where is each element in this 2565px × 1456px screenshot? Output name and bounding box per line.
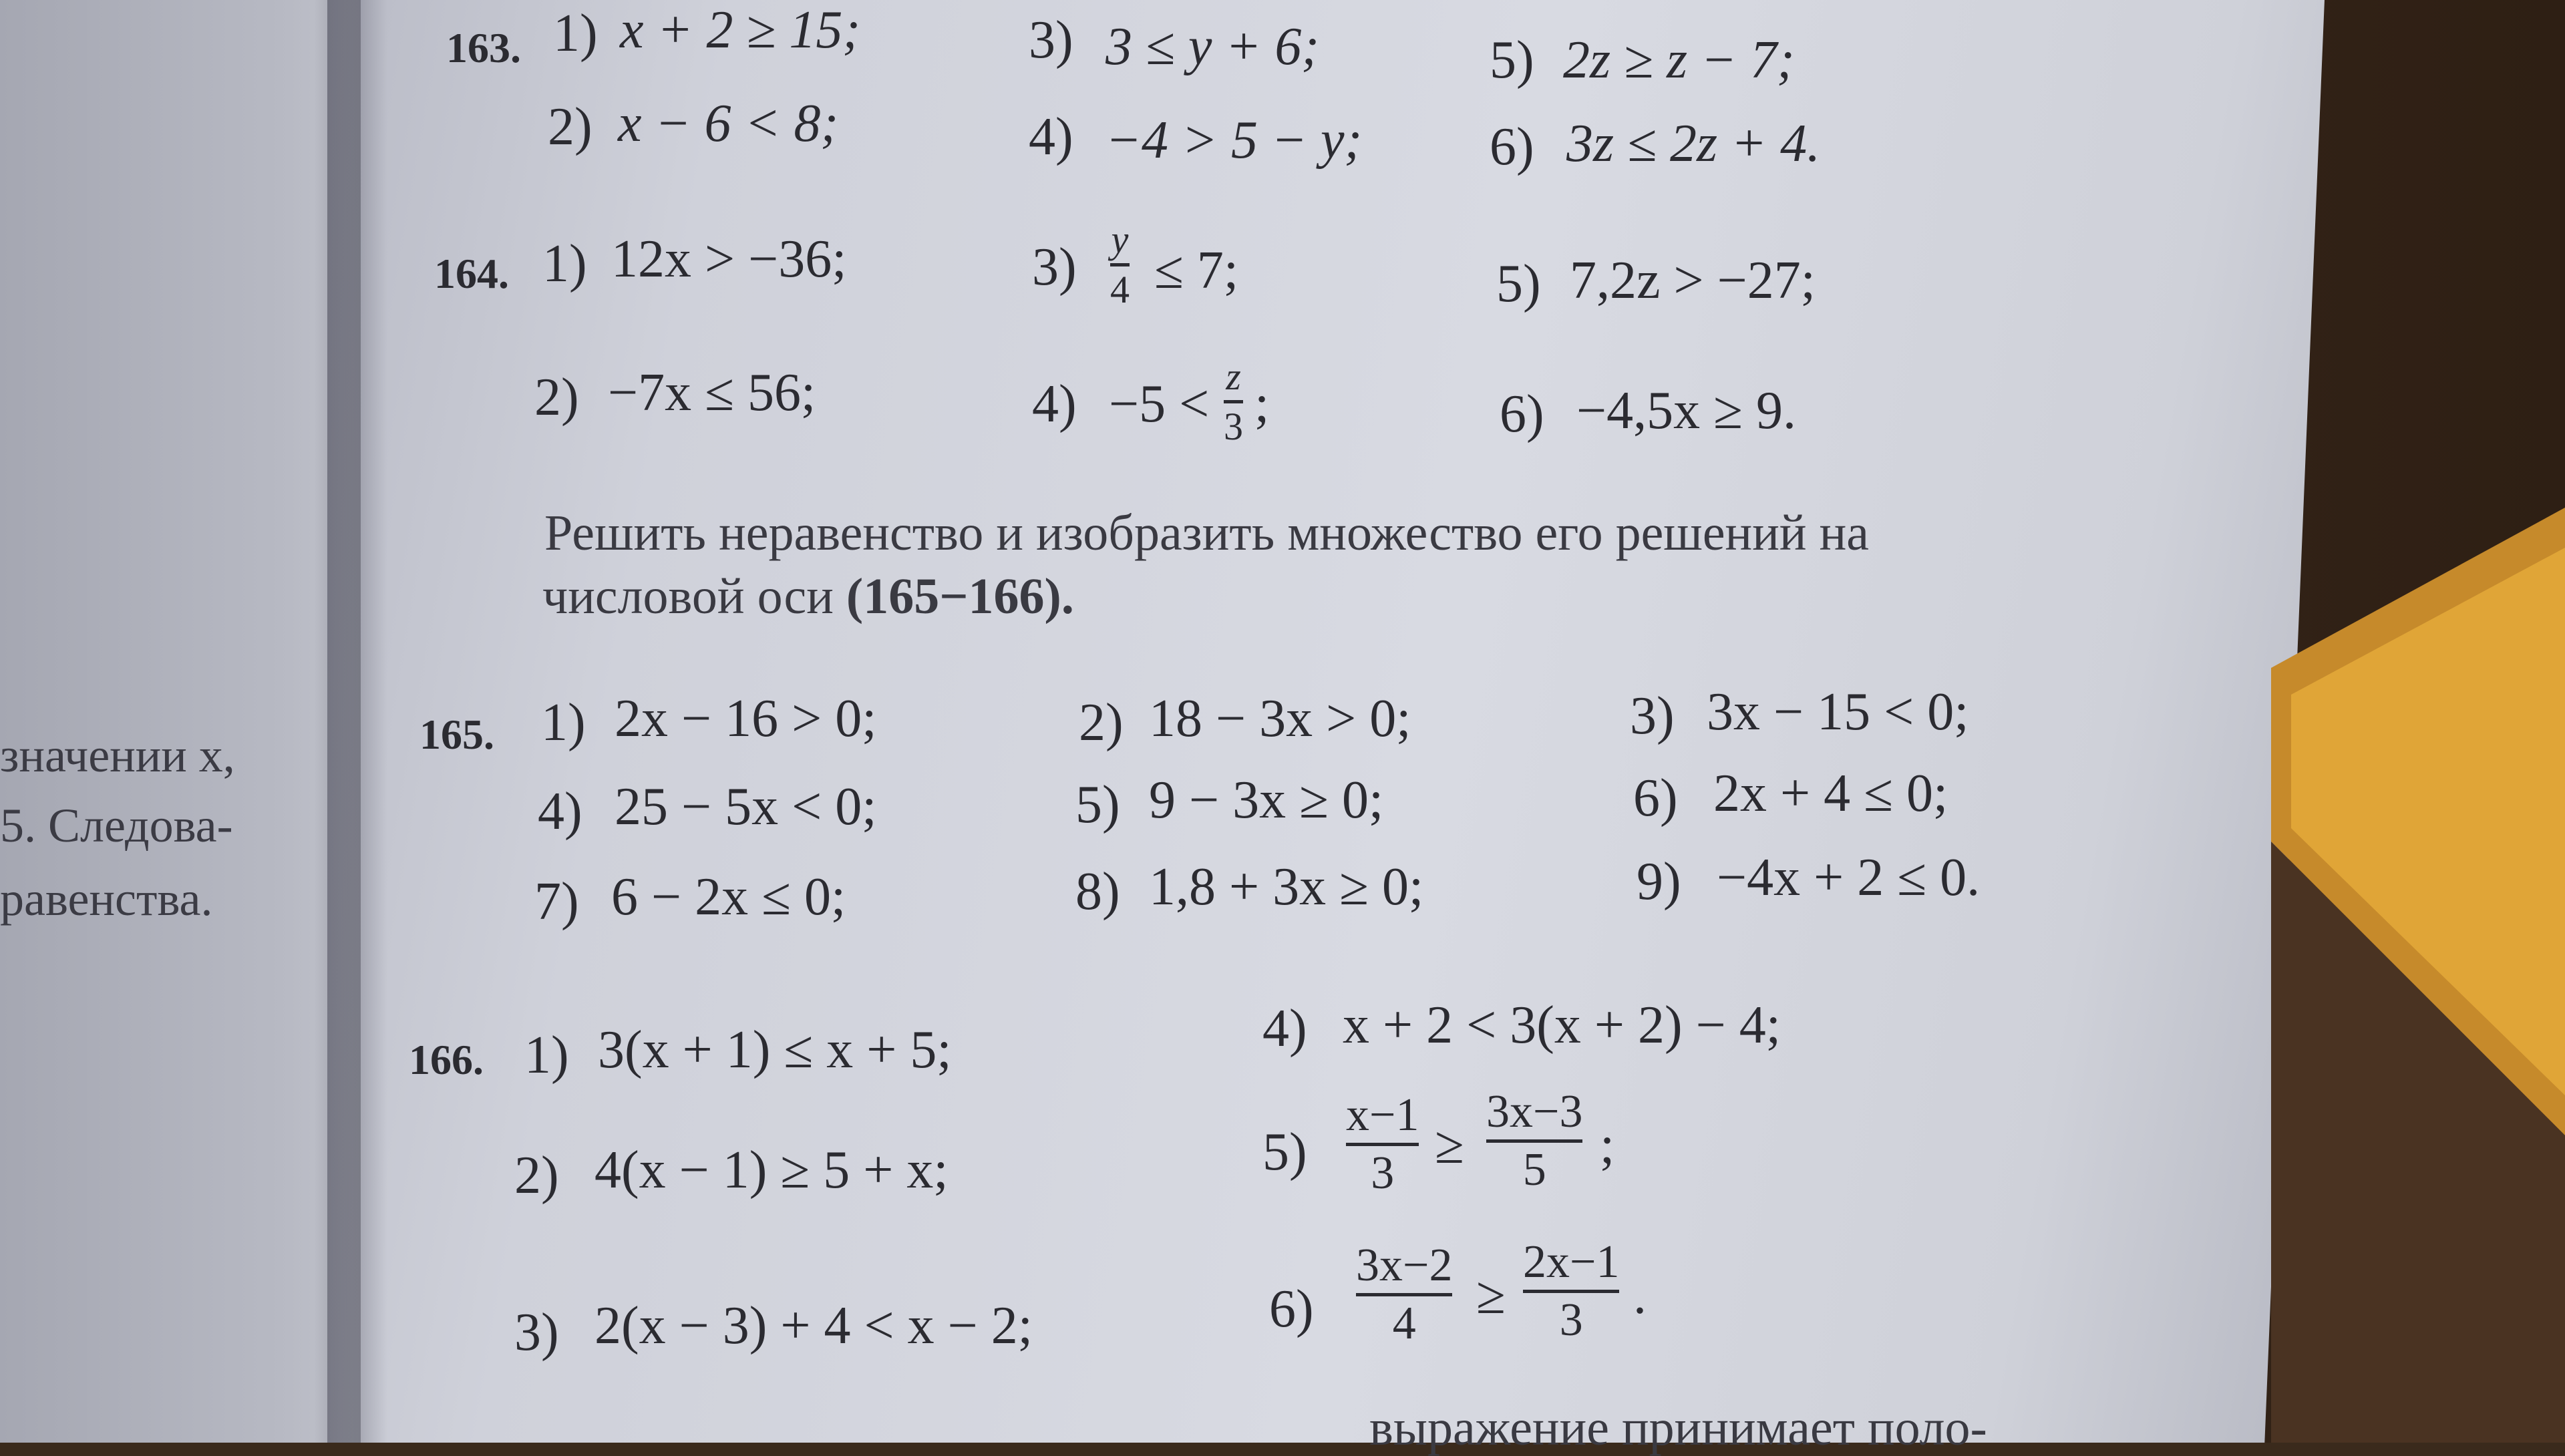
ex164-item-6-expr: −4,5x ≥ 9. [1576,381,1797,440]
instruction-text: числовой оси [542,568,834,624]
ex163-item-4-label: 4) [1029,108,1073,166]
fraction-numerator: 2x−1 [1523,1236,1620,1288]
ex165-item-2-label: 2) [1079,693,1124,752]
ex166-item-6-label: 6) [1269,1280,1314,1338]
ex164-item-4-pre: −5 < [1109,375,1210,433]
ex166-item-6-end: . [1633,1266,1647,1325]
fraction-denominator: 5 [1522,1144,1546,1196]
ex164-item-3-fraction [1110,220,1130,309]
ex166-item-1-expr: 3(x + 1) ≤ x + 5; [598,1021,952,1079]
fraction-numerator: z [1226,355,1241,398]
exercise-163-number: 163. [446,24,521,71]
ex166-item-5-right-fraction [1486,1086,1583,1196]
fraction-denominator: 4 [1110,268,1130,311]
ex165-item-5-label: 5) [1075,775,1120,834]
ex164-item-2-expr: −7x ≤ 56; [608,363,816,422]
ex166-item-6-left-fraction [1356,1242,1452,1347]
ex165-item-1-expr: 2x − 16 > 0; [615,689,877,748]
exercise-165-number: 165. [419,711,494,758]
fraction-denominator: 3 [1559,1294,1583,1346]
ex163-item-1-expr: x + 2 ≥ 15; [620,1,861,59]
exercise-166-number: 166. [409,1036,484,1083]
ex166-item-5-label: 5) [1262,1123,1307,1181]
ex166-item-5-operator: ≥ [1435,1116,1464,1175]
ex165-item-6-expr: 2x + 4 ≤ 0; [1713,764,1948,823]
margin-line-1: значении x, [0,729,235,782]
ex166-item-2-expr: 4(x − 1) ≥ 5 + x; [594,1141,949,1200]
ex164-item-4-post: ; [1254,375,1270,433]
fraction-numerator: 3x−3 [1486,1086,1583,1137]
ex166-item-1-label: 1) [524,1026,569,1085]
fraction-bar [1346,1143,1419,1146]
ex166-item-4-expr: x + 2 < 3(x + 2) − 4; [1343,996,1781,1055]
ex165-item-3-label: 3) [1630,687,1675,745]
page-shadow [314,0,361,1443]
ex165-item-7-label: 7) [534,872,579,931]
ex166-item-6-right-fraction [1523,1236,1620,1346]
ex165-item-4-expr: 25 − 5x < 0; [615,777,877,836]
ex163-item-3-expr: 3 ≤ y + 6; [1105,17,1320,76]
ex165-item-5-expr: 9 − 3x ≥ 0; [1149,771,1384,830]
fraction-bar [1356,1293,1452,1296]
ex166-item-6-operator: ≥ [1476,1266,1506,1325]
ex164-item-1-label: 1) [542,234,587,293]
ex166-item-2-label: 2) [514,1146,559,1205]
ex165-item-9-label: 9) [1637,852,1681,911]
ex163-item-4-expr: −4 > 5 − y; [1105,111,1363,170]
fraction-denominator: 3 [1371,1147,1395,1199]
ex165-item-7-expr: 6 − 2x ≤ 0; [611,868,846,926]
ex163-item-5-expr: 2z ≥ z − 7; [1563,31,1795,89]
ex164-item-4-fraction [1224,357,1243,446]
ex165-item-8-label: 8) [1075,862,1120,921]
yellow-folder [2271,0,2565,1443]
fraction-numerator: x−1 [1346,1089,1419,1141]
ex164-item-3-rest: ≤ 7; [1154,241,1239,300]
ex164-item-2-label: 2) [534,368,579,427]
ex165-item-2-expr: 18 − 3x > 0; [1149,689,1411,748]
ex163-item-3-label: 3) [1029,11,1073,69]
ex166-item-3-label: 3) [514,1303,559,1362]
ex164-item-5-expr: 7,2z > −27; [1570,251,1816,310]
ex166-item-5-left-fraction [1346,1089,1419,1199]
ex163-item-5-label: 5) [1490,31,1534,89]
fraction-bar [1224,400,1243,403]
footer-partial-line: выражение принимает поло- [1369,1400,1987,1456]
exercise-164-number: 164. [434,250,509,297]
fraction-numerator: 3x−2 [1356,1240,1453,1291]
ex163-item-1-label: 1) [553,4,598,63]
ex164-item-5-label: 5) [1496,254,1541,313]
ex163-item-2-label: 2) [548,98,592,156]
ex166-item-4-label: 4) [1262,999,1307,1058]
ex164-item-4-label: 4) [1032,375,1077,433]
ex163-item-6-expr: 3z ≤ 2z + 4. [1566,114,1821,173]
ex165-item-9-expr: −4x + 2 ≤ 0. [1717,848,1981,907]
instruction-line-1: Решить неравенство и изобразить множество его решений на [544,505,1869,561]
ex166-item-3-expr: 2(x − 3) + 4 < x − 2; [594,1296,1033,1355]
instruction-range: (165−166). [846,568,1074,624]
ex165-item-1-label: 1) [541,693,586,752]
instruction-line-2 [542,568,1074,624]
margin-line-2: 5. Следова- [0,799,233,852]
fraction-bar [1486,1139,1582,1143]
margin-line-3: равенства. [0,872,213,926]
ex165-item-6-label: 6) [1633,769,1678,828]
ex164-item-1-expr: 12x > −36; [611,230,847,289]
ex165-item-3-expr: 3x − 15 < 0; [1707,683,1969,741]
ex164-item-6-label: 6) [1500,385,1544,443]
fraction-numerator: y [1111,218,1129,261]
fraction-denominator: 4 [1392,1298,1416,1349]
fraction-bar [1110,263,1130,266]
fraction-denominator: 3 [1224,405,1243,448]
ex163-item-2-expr: x − 6 < 8; [618,94,839,153]
ex165-item-4-label: 4) [538,782,582,841]
fraction-bar [1523,1290,1619,1293]
ex165-item-8-expr: 1,8 + 3x ≥ 0; [1149,858,1424,916]
ex166-item-5-end: ; [1600,1116,1615,1175]
ex164-item-3-label: 3) [1032,238,1077,297]
ex163-item-6-label: 6) [1490,118,1534,176]
